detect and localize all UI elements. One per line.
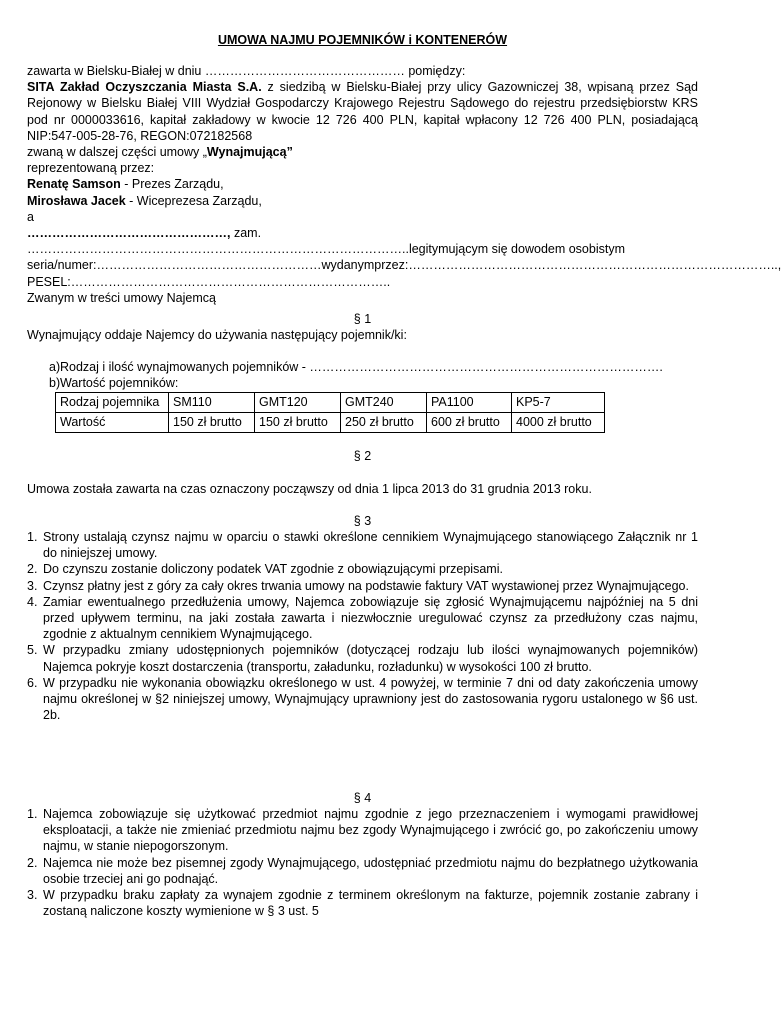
list-number: 2.: [27, 855, 38, 870]
container-type-field: Rodzaj i ilość wynajmowanych pojemników - ………………………………………………………………………….: [60, 360, 663, 374]
list-text: Czynsz płatny jest z góry za cały okres trwania umowy na podstawie faktury VAT wystawionej przez Wynajmującego.: [43, 578, 689, 593]
list-item: [27, 855, 698, 887]
section-3-list: [27, 529, 698, 723]
section-1-text: Wynajmujący oddaje Najemcy do używania następujący pojemnik/ki:: [27, 328, 407, 342]
container-value-table: [55, 392, 605, 433]
representative-1: [27, 176, 698, 192]
list-marker: a): [49, 360, 61, 374]
list-number: 2.: [27, 562, 38, 577]
contract-place-date: zawarta w Bielsku-Białej w dniu ………………………………………… pomiędzy:: [27, 64, 466, 78]
pesel-field: PESEL:…………………………………………………………………..: [27, 274, 391, 289]
list-text: Zamiar ewentualnego przedłużenia umowy, Najemca zobowiązuje się zgłosić Wynajmującemu najpóźniej na 5 dni przed upływem terminu, na jaki została zawarta i niezwłocznie uregulować czynsz za przedłużony czas najmu, zgodnie z aktualnym cennikiem Wynajmującego.: [43, 594, 698, 642]
list-item: [27, 561, 698, 577]
issued-by-field: ……………………………………………………………………………..,: [408, 258, 781, 273]
issued-by-label: przez:: [374, 258, 409, 273]
table-cell: PA1100: [427, 393, 512, 413]
list-text: Najemca zobowiązuje się użytkować przedmiot najmu zgodnie z jego przeznaczeniem i wymogami prawidłowej eksploatacji, a także nie zmieniać przedmiotu najmu bez zgody Wynajmującego i zwrócić go, po zakończeniu umowy najmu, w stanie niepogorszonym.: [43, 807, 698, 854]
list-item: [27, 887, 698, 919]
list-item: [27, 594, 698, 643]
landlord-name: Wynajmującą”: [206, 145, 293, 160]
rep1-name: Renatę Samson: [27, 177, 121, 192]
issued-label: wydanym: [321, 258, 375, 273]
company-description: [27, 79, 698, 144]
representative-2: [27, 193, 698, 209]
rep1-role: - Prezes Zarządu,: [120, 177, 224, 192]
table-cell: GMT240: [341, 393, 427, 413]
id-series-line: [27, 257, 781, 273]
section-1-heading: § 1: [353, 312, 372, 326]
series-label: seria/numer:: [27, 258, 97, 273]
list-number: 1.: [27, 807, 38, 821]
section-2-heading: § 2: [353, 449, 372, 463]
list-text: W przypadku zmiany udostępnionych pojemników (dotyczącej rodzaju lub ilości wynajmowanych pojemników) Najemca pokryje koszt dostarczenia (transportu, załadunku, rozładunku) w wysokości 100 zł brutto.: [43, 643, 698, 674]
series-field: ………………………………………………: [96, 258, 322, 273]
table-cell: 4000 zł brutto: [512, 413, 605, 433]
table-cell: SM110: [169, 393, 255, 413]
list-text: Strony ustalają czynsz najmu w oparciu o stawki określone cennikiem Wynajmującego stanowiącego Załącznik nr 1 do niniejszej umowy.: [43, 530, 698, 561]
list-text: Do czynszu zostanie doliczony podatek VAT zgodnie z obowiązującymi przepisami.: [43, 562, 503, 577]
table-header-row: [56, 393, 605, 413]
tenant-designation: Zwanym w treści umowy Najemcą: [27, 290, 216, 305]
table-cell: GMT120: [255, 393, 341, 413]
rep2-role: - Wiceprezesa Zarządu,: [125, 193, 262, 208]
table-row: [56, 413, 605, 433]
list-text: Najemca nie może bez pisemnej zgody Wynajmującego, udostępniać przedmiotu najmu do bezpłatnego użytkowania osobie trzeciej ani go podnająć.: [43, 855, 698, 886]
list-item: [27, 806, 698, 855]
list-item: [27, 675, 698, 724]
table-cell: KP5-7: [512, 393, 605, 413]
list-number: 4.: [27, 594, 38, 609]
landlord-designation: [27, 144, 698, 160]
list-number: 1.: [27, 530, 38, 544]
document-title: UMOWA NAJMU POJEMNIKÓW i KONTENERÓW: [217, 33, 508, 47]
list-number: 5.: [27, 643, 38, 658]
section-4-heading: § 4: [353, 791, 372, 805]
landlord-prefix: zwaną w dalszej części umowy „: [27, 145, 207, 160]
container-value-label: Wartość pojemników:: [60, 376, 179, 391]
list-item: [27, 359, 698, 375]
parties-section: [27, 63, 781, 306]
section-2-text: Umowa została zawarta na czas oznaczony począwszy od dnia 1 lipca 2013 do 31 grudnia 2013 roku.: [27, 482, 592, 496]
tenant-name-field: …………………………………………,: [27, 226, 231, 241]
list-item: [27, 375, 698, 391]
list-number: 3.: [27, 888, 38, 903]
rep2-name: Mirosława Jacek: [27, 193, 126, 208]
table-cell: 150 zł brutto: [255, 413, 341, 433]
table-cell: 600 zł brutto: [427, 413, 512, 433]
list-number: 6.: [27, 675, 38, 690]
company-details: z siedzibą w Bielsku-Białej przy ulicy Gazowniczej 38, wpisaną przez Sąd Rejonowy w Bielsku Białej VIII Wydział Gospodarczy Krajowego Rejestru Sądowego do rejestru przedsiębiorstw KRS pod nr 0000033616, kapitał zakładowy w kwocie 12 726 400 PLN, kapitał wpłacony 12 726 400 PLN, posiadającą NIP:547-005-28-76, REGON:072182568: [27, 80, 698, 143]
section-4-list: [27, 806, 698, 919]
represented-by: reprezentowaną przez:: [27, 161, 155, 176]
list-text: W przypadku nie wykonania obowiązku określonego w ust. 4 powyżej, w terminie 7 dni od daty zakończenia umowy najmu określonej w §2 niniejszej umowy, Wynajmujący uprawniony jest do zastosowania rygoru ustalonego w §6 ust. 2b.: [43, 675, 698, 723]
conjunction-and: a: [27, 209, 34, 224]
tenant-address-field: zam. ………………………………………………………………………………..legitymującym się dowodem osobistym: [27, 226, 625, 257]
table-cell: 150 zł brutto: [169, 413, 255, 433]
list-text: W przypadku braku zapłaty za wynajem zgodnie z terminem określonym na fakturze, pojemnik zostanie zabrany i zostaną naliczone koszty wymienione w § 3 ust. 5: [43, 888, 698, 919]
table-cell: 250 zł brutto: [341, 413, 427, 433]
list-item: [27, 578, 698, 594]
list-item: [27, 642, 698, 674]
list-item: [27, 529, 698, 561]
company-name: SITA Zakład Oczyszczania Miasta S.A.: [27, 80, 262, 95]
section-1-list: [27, 359, 698, 391]
list-number: 3.: [27, 578, 38, 593]
table-cell: Wartość: [56, 413, 169, 433]
tenant-line: [27, 225, 698, 257]
table-cell: Rodzaj pojemnika: [56, 393, 169, 413]
section-3-heading: § 3: [353, 514, 372, 528]
list-marker: b): [49, 376, 61, 391]
